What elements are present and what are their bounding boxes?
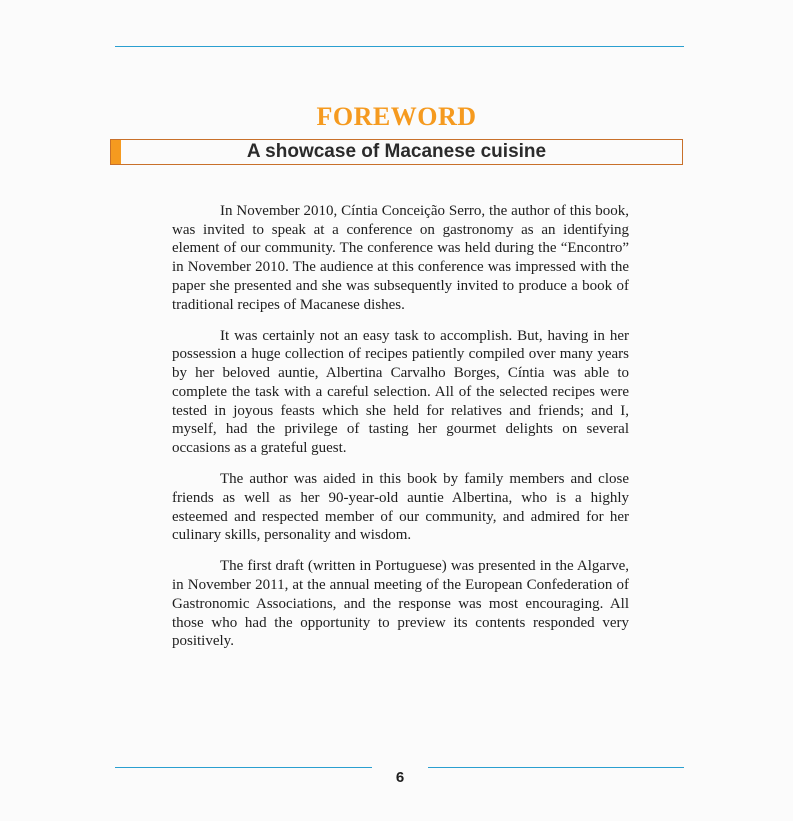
subtitle-box [110,139,683,165]
paragraph: The first draft (written in Portuguese) was presented in the Algarve, in November 2011, at the annual meeting of the European Confederation of Gastronomic Associations, and the response was most encouraging. All those who had the opportunity to preview its contents responded very positively. [172,558,629,650]
page-number: 6 [395,769,405,786]
footer-rule-right [428,767,684,768]
paragraph: The author was aided in this book by family members and close friends as well as her 90-year-old auntie Albertina, who is a highly esteemed and respected member of our community, and admired for her culinary skills, personality and wisdom. [172,471,629,544]
paragraph: It was certainly not an easy task to accomplish. But, having in her possession a huge collection of recipes patiently compiled over many years by her beloved auntie, Albertina Carvalho Borges, Cíntia was able to complete the task with a careful selection. All of the selected recipes were tested in joyous feasts which she held for relatives and friends; and I, myself, had the privilege of tasting her gourmet delights on several occasions as a grateful guest. [172,327,629,456]
paragraph: In November 2010, Cíntia Conceição Serro, the author of this book, was invited to speak at a conference on gastronomy as an identifying element of our community. The conference was held during the “Encontro” in November 2010. The audience at this conference was impressed with the paper she presented and she was subsequently invited to produce a book of traditional recipes of Macanese dishes. [172,203,629,313]
foreword-body [172,202,629,663]
header-rule [115,46,684,47]
page-heading: FOREWORD [316,102,477,131]
footer-rule-left [115,767,372,768]
subtitle: A showcase of Macanese cuisine [246,141,547,162]
